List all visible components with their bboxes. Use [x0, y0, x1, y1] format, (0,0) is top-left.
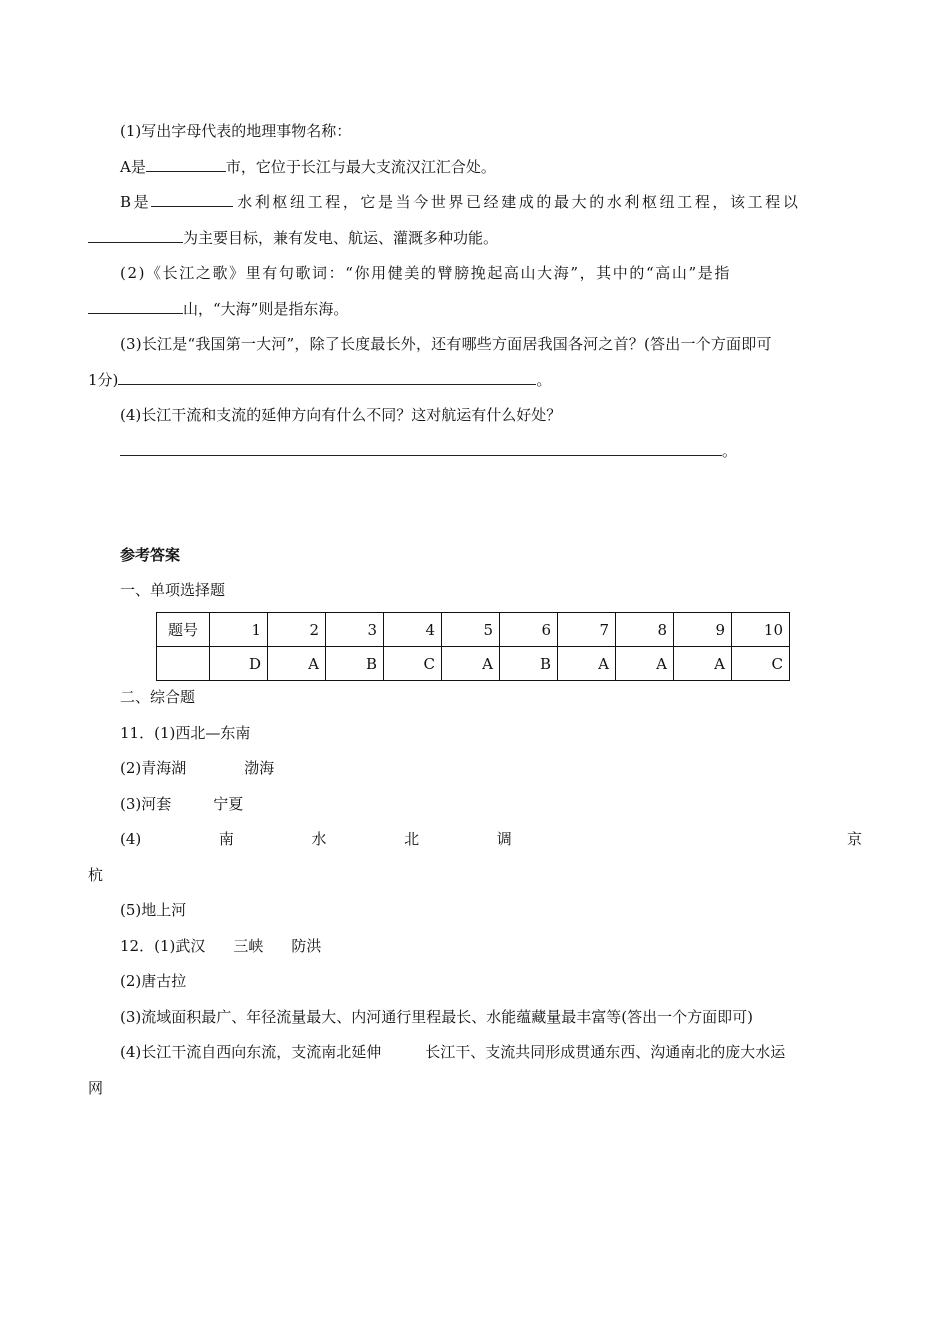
- q1-b-prefix: B是: [120, 193, 152, 211]
- answer-11-4-char: 调: [496, 830, 512, 848]
- table-cell-number: 1: [210, 613, 268, 647]
- answer-11-4-char: 京: [846, 830, 862, 848]
- answer-12-3: (3)流域面积最广、年径流量最大、内河通行里程最长、水能蕴藏量最丰富等(答出一个方面即可): [120, 1008, 753, 1026]
- answer-12-4: [120, 1042, 785, 1062]
- answers-section1: 一、单项选择题: [120, 581, 226, 599]
- answers-section2: 二、综合题: [120, 688, 196, 706]
- answer-11-3: [120, 794, 243, 814]
- q4-line2: [120, 441, 737, 461]
- table-cell-answer: D: [210, 647, 268, 681]
- answer-11-2: [120, 758, 274, 778]
- q4-line2-suffix: 。: [722, 442, 738, 460]
- q1-a-prefix: A是: [120, 158, 146, 176]
- q1-a-line: [120, 157, 496, 177]
- table-cell-number: 2: [268, 613, 326, 647]
- answer-12-4-part1: (4)长江干流自西向东流，支流南北延伸: [120, 1043, 382, 1061]
- table-cell-answer: C: [384, 647, 442, 681]
- answer-11-3-label: (3)河套: [120, 795, 172, 813]
- answer-12-2: (2)唐古拉: [120, 972, 187, 990]
- q1-b-line2-suffix: 为主要目标，兼有发电、航运、灌溉多种功能。: [183, 229, 499, 247]
- table-cell-answer: A: [442, 647, 500, 681]
- answer-11-2-label: (2)青海湖: [120, 759, 187, 777]
- table-cell-answer: A: [616, 647, 674, 681]
- table-cell-answer: B: [500, 647, 558, 681]
- table-cell-answer: A: [268, 647, 326, 681]
- answer-12-4-part2: 长江干、支流共同形成贯通东西、沟通南北的庞大水运: [425, 1043, 786, 1061]
- q2-line2: [88, 299, 348, 319]
- answer-11-4-label: (4): [120, 830, 142, 848]
- q1-a-suffix: 市，它位于长江与最大支流汉江汇合处。: [225, 158, 496, 176]
- answer-12-1: [120, 936, 321, 956]
- q3-line1: (3)长江是“我国第一大河”，除了长度最长外，还有哪些方面居我国各河之首？(答出一个方面即可: [120, 335, 772, 353]
- answer-table-answer-row: [157, 647, 790, 681]
- answer-12-1-label: 12．(1)武汉: [120, 937, 206, 955]
- answer-12-1-value2: 防洪: [291, 937, 322, 955]
- q1-intro: (1)写出字母代表的地理事物名称：: [120, 122, 352, 140]
- table-cell-answer: C: [732, 647, 790, 681]
- q2-mountain-blank[interactable]: [88, 299, 183, 314]
- answer-11-4-char: 北: [404, 830, 420, 848]
- table-cell-number: 8: [616, 613, 674, 647]
- q1-b-suffix: 水利枢纽工程，它是当今世界已经建成的最大的水利枢纽工程，该工程以: [237, 193, 801, 211]
- table-cell-answer: B: [326, 647, 384, 681]
- answers-title: 参考答案: [120, 546, 181, 564]
- table-cell-answer: A: [558, 647, 616, 681]
- table-cell-number: 5: [442, 613, 500, 647]
- table-cell-number: 9: [674, 613, 732, 647]
- q1-b-line: [120, 192, 862, 212]
- table-cell-number: 10: [732, 613, 790, 647]
- answer-11-4-char: 水: [311, 830, 327, 848]
- q4-answer-blank[interactable]: [120, 441, 722, 456]
- answer-12-4-wrap: 网: [88, 1079, 104, 1097]
- q1-a-blank[interactable]: [146, 157, 226, 172]
- answer-12-1-value1: 三峡: [233, 937, 264, 955]
- answer-11-4-wrap: 杭: [88, 866, 104, 884]
- q1-b-goal-blank[interactable]: [88, 228, 183, 243]
- q1-b-blank[interactable]: [151, 192, 233, 207]
- answer-11-5: (5)地上河: [120, 901, 187, 919]
- table-cell-number: 3: [326, 613, 384, 647]
- table-cell-answer: A: [674, 647, 732, 681]
- q3-line2-prefix: 1分): [88, 371, 119, 389]
- q3-line2-suffix: 。: [536, 371, 552, 389]
- q3-line2: [88, 370, 551, 390]
- answer-11-3-value: 宁夏: [213, 795, 244, 813]
- answer-11-1: 11．(1)西北—东南: [120, 724, 251, 742]
- answer-11-2-value: 渤海: [244, 759, 275, 777]
- table-cell-number: 4: [384, 613, 442, 647]
- answer-table-empty-cell: [157, 647, 210, 681]
- q2-line1: (2)《长江之歌》里有句歌词：“你用健美的臂膀挽起高山大海”，其中的“高山”是指: [120, 264, 731, 282]
- answer-11-4: [120, 829, 862, 849]
- table-cell-number: 7: [558, 613, 616, 647]
- answer-table: [156, 612, 790, 681]
- table-cell-number: 6: [500, 613, 558, 647]
- q1-b-line2: [88, 228, 498, 248]
- answer-table-number-row: [157, 613, 790, 647]
- q4-line1: (4)长江干流和支流的延伸方向有什么不同？这对航运有什么好处？: [120, 406, 562, 424]
- answer-11-4-char: 南: [218, 830, 234, 848]
- answer-table-header-label: 题号: [157, 613, 210, 647]
- q3-answer-blank[interactable]: [118, 370, 536, 385]
- q2-line2-suffix: 山，“大海”则是指东海。: [183, 300, 349, 318]
